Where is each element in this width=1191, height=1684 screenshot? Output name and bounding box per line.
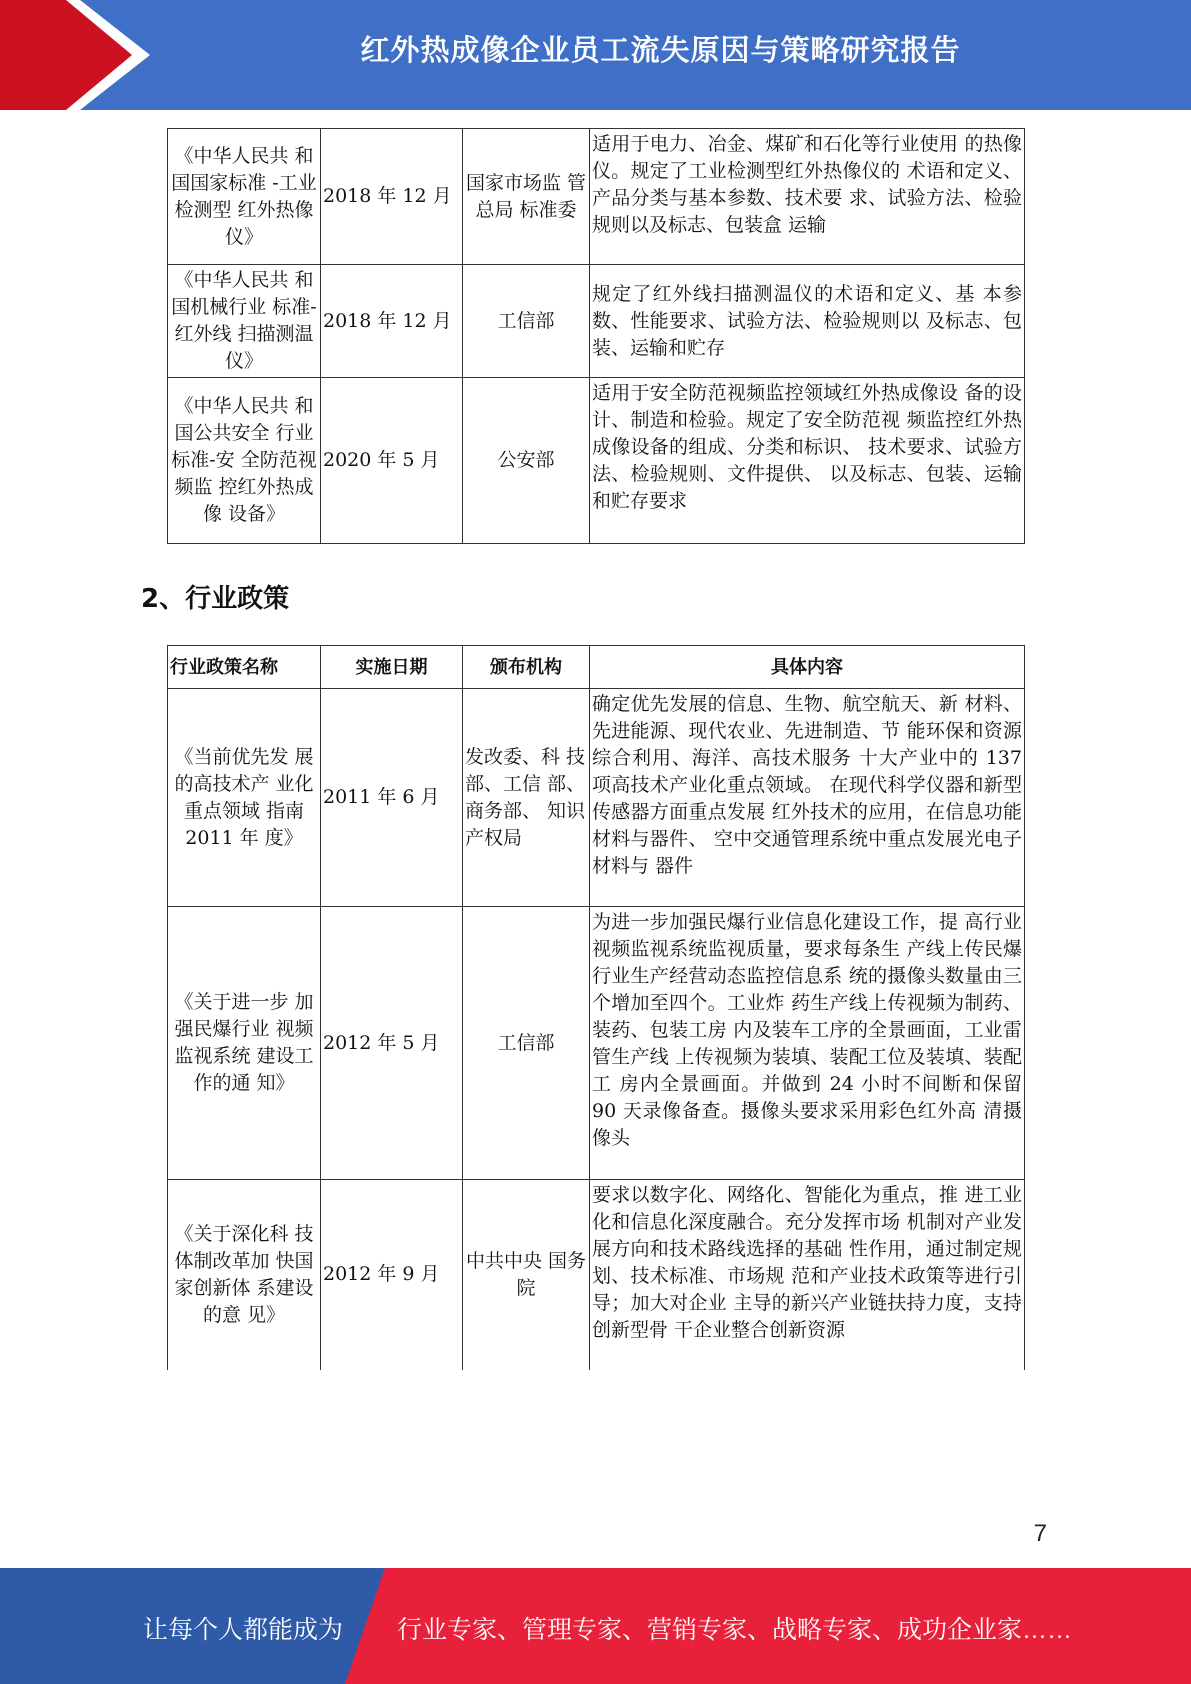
date-cell: 2012 年 5 月 xyxy=(321,907,463,1180)
date-cell: 2012 年 9 月 xyxy=(321,1180,463,1370)
policy-name-cell: 《关于进一步 加强民爆行业 视频监视系统 建设工作的通 知》 xyxy=(168,907,321,1180)
issuer-cell: 工信部 xyxy=(463,265,590,378)
table-row xyxy=(168,689,1025,907)
column-header: 行业政策名称 xyxy=(168,646,321,689)
header-chevron-icon xyxy=(0,0,160,110)
policy-name-cell: 《关于深化科 技体制改革加 快国家创新体 系建设的意 见》 xyxy=(168,1180,321,1370)
content-cell: 确定优先发展的信息、生物、航空航天、新 材料、先进能源、现代农业、先进制造、节 能环保和资源综合利用、海洋、高技术服务 十大产业中的 137 项高技术产业化重点领域。 在现代科学仪器和新型传感器方面重点发展 红外技术的应用，在信息功能材料与器件、 空中交通管理系统中重点发展光电子材料与 器件 xyxy=(590,689,1025,907)
table-header-row xyxy=(168,646,1025,689)
standard-name-cell: 《中华人民共 和国国家标准 -工业检测型 红外热像仪》 xyxy=(168,129,321,265)
issuer-cell: 工信部 xyxy=(463,907,590,1180)
document-title: 红外热成像企业员工流失原因与策略研究报告 xyxy=(360,33,961,67)
issuer-cell: 国家市场监 管总局 标准委 xyxy=(463,129,590,265)
page-header xyxy=(0,0,1191,110)
date-cell: 2020 年 5 月 xyxy=(321,378,463,544)
date-cell: 2011 年 6 月 xyxy=(321,689,463,907)
page-number: 7 xyxy=(1033,1520,1047,1547)
issuer-cell: 公安部 xyxy=(463,378,590,544)
footer-slogan-right: 行业专家、管理专家、营销专家、战略专家、成功企业家…… xyxy=(397,1616,1073,1644)
standard-name-cell: 《中华人民共 和国机械行业 标准-红外线 扫描测温仪》 xyxy=(168,265,321,378)
footer-slogan-left: 让每个人都能成为 xyxy=(143,1616,344,1644)
table-row xyxy=(168,1180,1025,1370)
content-cell: 为进一步加强民爆行业信息化建设工作，提 高行业视频监视系统监视质量，要求每条生 产线上传民爆行业生产经营动态监控信息系 统的摄像头数量由三个增加至四个。工业炸 药生产线上传视频为制药、装药、包装工房 内及装车工序的全景画面，工业雷管生产线 上传视频为装填、装配工位及装填、装配工 房内全景画面。并做到 24 小时不间断和保留 90 天录像备查。摄像头要求采用彩色红外高 清摄像头 xyxy=(590,907,1025,1180)
content-cell: 适用于电力、冶金、煤矿和石化等行业使用 的热像仪。规定了工业检测型红外热像仪的 术语和定义、产品分类与基本参数、技术要 求、试验方法、检验规则以及标志、包装盒 运输 xyxy=(590,129,1025,265)
column-header: 实施日期 xyxy=(321,646,463,689)
content-cell: 规定了红外线扫描测温仪的术语和定义、基 本参数、性能要求、试验方法、检验规则以 及标志、包装、运输和贮存 xyxy=(590,265,1025,378)
standards-table xyxy=(167,128,1025,544)
section-heading: 2、行业政策 xyxy=(141,584,290,614)
table-row xyxy=(168,907,1025,1180)
date-cell: 2018 年 12 月 xyxy=(321,265,463,378)
table-row xyxy=(168,129,1025,265)
column-header: 颁布机构 xyxy=(463,646,590,689)
standard-name-cell: 《中华人民共 和国公共安全 行业标准-安 全防范视频监 控红外热成像 设备》 xyxy=(168,378,321,544)
content-cell: 适用于安全防范视频监控领域红外热成像设 备的设计、制造和检验。规定了安全防范视 频监控红外热成像设备的组成、分类和标识、 技术要求、试验方法、检验规则、文件提供、 以及标志、包装、运输和贮存要求 xyxy=(590,378,1025,544)
table-row xyxy=(168,265,1025,378)
policy-name-cell: 《当前优先发 展的高技术产 业化重点领域 指南 2011 年 度》 xyxy=(168,689,321,907)
date-cell: 2018 年 12 月 xyxy=(321,129,463,265)
column-header: 具体内容 xyxy=(590,646,1025,689)
content-cell: 要求以数字化、网络化、智能化为重点，推 进工业化和信息化深度融合。充分发挥市场 机制对产业发展方向和技术路线选择的基础 性作用，通过制定规划、技术标准、市场规 范和产业技术政策等进行引导；加大对企业 主导的新兴产业链扶持力度，支持创新型骨 干企业整合创新资源 xyxy=(590,1180,1025,1370)
table-row xyxy=(168,378,1025,544)
page-footer xyxy=(0,1568,1191,1684)
issuer-cell: 中共中央 国务院 xyxy=(463,1180,590,1370)
policy-table xyxy=(167,645,1025,1370)
issuer-cell: 发改委、科 技部、工信 部、商务部、 知识产权局 xyxy=(463,689,590,907)
